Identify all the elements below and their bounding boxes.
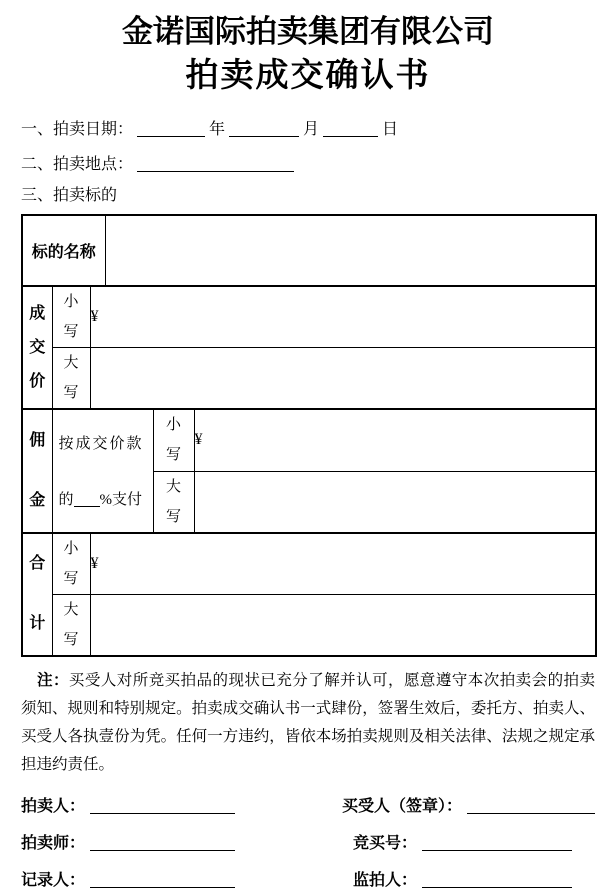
note-text: 买受人对所竞买拍品的现状已充分了解并认可，愿意遵守本次拍卖会的拍卖须知、规则和特别规定。拍卖成交确认书一式肆份，签署生效后，委托方、拍卖人、买受人各执壹份为凭。任何一方违约，皆依本场拍卖规则及相关法律、法规之规定承担违约责任。 <box>21 672 595 773</box>
recorder-blank[interactable] <box>90 872 235 888</box>
signature-row <box>21 830 595 851</box>
year-suffix-label: 年 <box>209 121 226 138</box>
total-big-header-cell <box>52 594 90 656</box>
yen-symbol: ¥ <box>194 431 203 449</box>
auction-day-blank[interactable] <box>323 121 378 137</box>
note-label: 注： <box>37 672 69 689</box>
big-writing-label: 大写 <box>63 601 79 648</box>
signature-row <box>21 867 595 888</box>
auction-subject-table <box>21 214 597 657</box>
subject-name-label: 标的名称 <box>31 244 96 261</box>
recorder-field <box>21 867 353 888</box>
signature-row <box>21 793 595 814</box>
commission-header-cell <box>22 409 52 533</box>
deal-price-small-header-cell <box>52 286 90 348</box>
deal-price-big-header-cell <box>52 348 90 410</box>
auctioneer-party-label: 拍卖人： <box>21 798 86 815</box>
bidder-number-blank[interactable] <box>422 835 572 851</box>
subject-name-header-cell <box>22 215 105 286</box>
commission-rate-cell <box>52 409 153 533</box>
auction-location-blank[interactable] <box>137 156 294 172</box>
auction-date-line <box>21 116 595 138</box>
auction-master-label: 拍卖师： <box>21 835 86 852</box>
recorder-label: 记录人： <box>21 872 86 889</box>
total-label: 合计 <box>29 555 46 633</box>
day-suffix-label: 日 <box>382 121 399 138</box>
auctioneer-party-blank[interactable] <box>90 798 235 814</box>
supervisor-blank[interactable] <box>422 872 572 888</box>
yen-symbol: ¥ <box>90 554 99 572</box>
small-writing-label: 小写 <box>166 417 182 464</box>
deal-price-numeral-cell[interactable] <box>90 286 596 348</box>
note-paragraph <box>21 667 595 779</box>
commission-rate-pre-label: 的 <box>58 492 74 509</box>
auction-year-blank[interactable] <box>137 121 205 137</box>
commission-label: 佣金 <box>29 431 46 509</box>
deal-price-label: 成交价 <box>29 304 46 390</box>
subject-name-input-cell[interactable] <box>105 215 596 286</box>
auction-subject-label: 三、拍卖标的 <box>21 187 118 204</box>
commission-big-header-cell <box>153 471 194 533</box>
auctioneer-party-field <box>21 793 342 814</box>
auction-date-label: 一、拍卖日期： <box>21 121 134 138</box>
total-small-header-cell <box>52 533 90 595</box>
commission-numeral-cell[interactable] <box>194 409 596 471</box>
commission-rate-post-label: %支付 <box>99 492 143 509</box>
total-numeral-cell[interactable] <box>90 533 596 595</box>
document-title: 拍卖成交确认书 <box>185 58 431 94</box>
auction-master-field <box>21 830 353 851</box>
buyer-signature-field <box>342 793 595 814</box>
buyer-signature-blank[interactable] <box>467 798 595 814</box>
commission-words-cell[interactable] <box>194 471 596 533</box>
supervisor-field <box>353 867 595 888</box>
bidder-number-field <box>353 830 595 851</box>
total-words-cell[interactable] <box>90 594 596 656</box>
commission-rate-blank[interactable] <box>74 491 100 507</box>
bidder-number-label: 竞买号： <box>353 835 418 852</box>
month-suffix-label: 月 <box>303 121 320 138</box>
auction-subject-line <box>21 182 595 204</box>
commission-small-header-cell <box>153 409 194 471</box>
signature-section <box>21 793 595 888</box>
auction-master-blank[interactable] <box>90 835 235 851</box>
buyer-signature-label: 买受人（签章）： <box>341 798 462 815</box>
supervisor-label: 监拍人： <box>353 872 418 889</box>
deal-price-words-cell[interactable] <box>90 348 596 410</box>
company-title: 金诺国际拍卖集团有限公司 <box>122 14 494 49</box>
commission-rate-line1: 按成交价款 <box>58 436 144 453</box>
auction-month-blank[interactable] <box>229 121 299 137</box>
auction-location-line <box>21 151 595 173</box>
small-writing-label: 小写 <box>63 294 79 340</box>
big-writing-label: 大写 <box>166 478 182 525</box>
commission-rate-line2 <box>59 488 153 509</box>
total-header-cell <box>22 533 52 657</box>
auction-location-label: 二、拍卖地点： <box>21 156 134 173</box>
yen-symbol: ¥ <box>90 308 99 325</box>
small-writing-label: 小写 <box>63 540 79 587</box>
deal-price-header-cell <box>22 286 52 409</box>
big-writing-label: 大写 <box>63 355 79 401</box>
